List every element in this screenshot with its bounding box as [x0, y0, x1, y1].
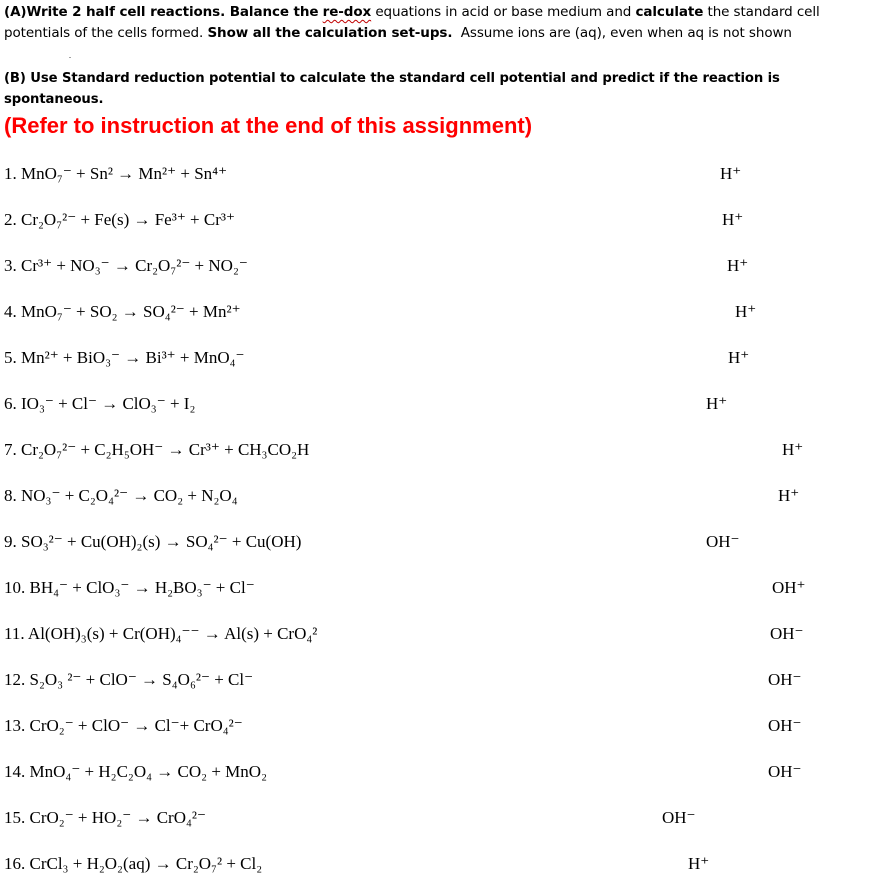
- medium-7: H⁺: [782, 440, 804, 459]
- medium-10: OH⁺: [772, 578, 806, 597]
- reaction-2: 2. Cr₂O₇²⁻ + Fe(s) → Fe³⁺ + Cr³⁺: [4, 210, 235, 229]
- reaction-3: 3. Cr³⁺ + NO₃⁻ → Cr₂O₇²⁻ + NO₂⁻: [4, 256, 248, 275]
- part-a-line2b: Show all the calculation set-ups.: [207, 25, 453, 41]
- medium-14: OH⁻: [768, 762, 802, 781]
- reaction-5: 5. Mn²⁺ + BiO₃⁻ → Bi³⁺ + MnO₄⁻: [4, 348, 245, 367]
- medium-15: OH⁻: [662, 808, 696, 827]
- medium-11: OH⁻: [770, 624, 804, 643]
- part-a-line2a: potentials of the cells formed.: [4, 25, 204, 41]
- part-a-mid: equations in acid or base medium and: [375, 4, 632, 20]
- part-a-label: (A)Write 2 half cell reactions. Balance the: [4, 4, 319, 20]
- instruction-part-a: [4, 2, 820, 22]
- medium-8: H⁺: [778, 486, 800, 505]
- medium-13: OH⁻: [768, 716, 802, 735]
- reaction-4: 4. MnO₇⁻ + SO₂ → SO₄²⁻ + Mn²⁺: [4, 302, 241, 321]
- medium-5: H⁺: [728, 348, 750, 367]
- redox-word: re-dox: [322, 4, 372, 20]
- reaction-14: 14. MnO₄⁻ + H₂C₂O₄ → CO₂ + MnO₂: [4, 762, 268, 781]
- reaction-13: 13. CrO₂⁻ + ClO⁻ → Cl⁻+ CrO₄²⁻: [4, 716, 243, 735]
- medium-1: H⁺: [720, 164, 742, 183]
- part-a-line2c: Assume ions are (aq), even when aq is not shown: [460, 25, 792, 41]
- reaction-1: 1. MnO₇⁻ + Sn² → Mn²⁺ + Sn⁴⁺: [4, 164, 228, 183]
- reaction-16: 16. CrCl₃ + H₂O₂(aq) → Cr₂O₇² + Cl₂: [4, 854, 263, 873]
- reaction-9: 9. SO₃²⁻ + Cu(OH)₂(s) → SO₄²⁻ + Cu(OH): [4, 532, 302, 551]
- reaction-7: 7. Cr₂O₇²⁻ + C₂H₅OH⁻ → Cr³⁺ + CH₃CO₂H: [4, 440, 310, 459]
- reaction-6: 6. IO₃⁻ + Cl⁻ → ClO₃⁻ + I₂: [4, 394, 196, 413]
- part-a-tail: the standard cell: [707, 4, 820, 20]
- reaction-8: 8. NO₃⁻ + C₂O₄²⁻ → CO₂ + N₂O₄: [4, 486, 238, 505]
- medium-9: OH⁻: [706, 532, 740, 551]
- instruction-part-a-line2: [4, 23, 792, 43]
- calculate-word: calculate: [635, 4, 704, 20]
- medium-12: OH⁻: [768, 670, 802, 689]
- medium-6: H⁺: [706, 394, 728, 413]
- medium-3: H⁺: [727, 256, 749, 275]
- reaction-10: 10. BH₄⁻ + ClO₃⁻ → H₂BO₃⁻ + Cl⁻: [4, 578, 255, 597]
- medium-2: H⁺: [722, 210, 744, 229]
- medium-4: H⁺: [735, 302, 757, 321]
- instruction-part-b-line2: spontaneous.: [4, 92, 104, 107]
- reaction-12: 12. S₂O₃ ²⁻ + ClO⁻ → S₄O₆²⁻ + Cl⁻: [4, 670, 254, 689]
- medium-16: H⁺: [688, 854, 710, 873]
- refer-instruction: (Refer to instruction at the end of this assignment): [4, 113, 533, 138]
- reaction-15: 15. CrO₂⁻ + HO₂⁻ → CrO₄²⁻: [4, 808, 206, 827]
- reaction-11: 11. Al(OH)₃(s) + Cr(OH)₄⁻⁻ → Al(s) + CrO₄²: [4, 624, 318, 643]
- bullet-dot: .: [69, 51, 71, 60]
- instruction-part-b: (B) Use Standard reduction potential to calculate the standard cell potential and predict if the reaction is: [4, 71, 780, 86]
